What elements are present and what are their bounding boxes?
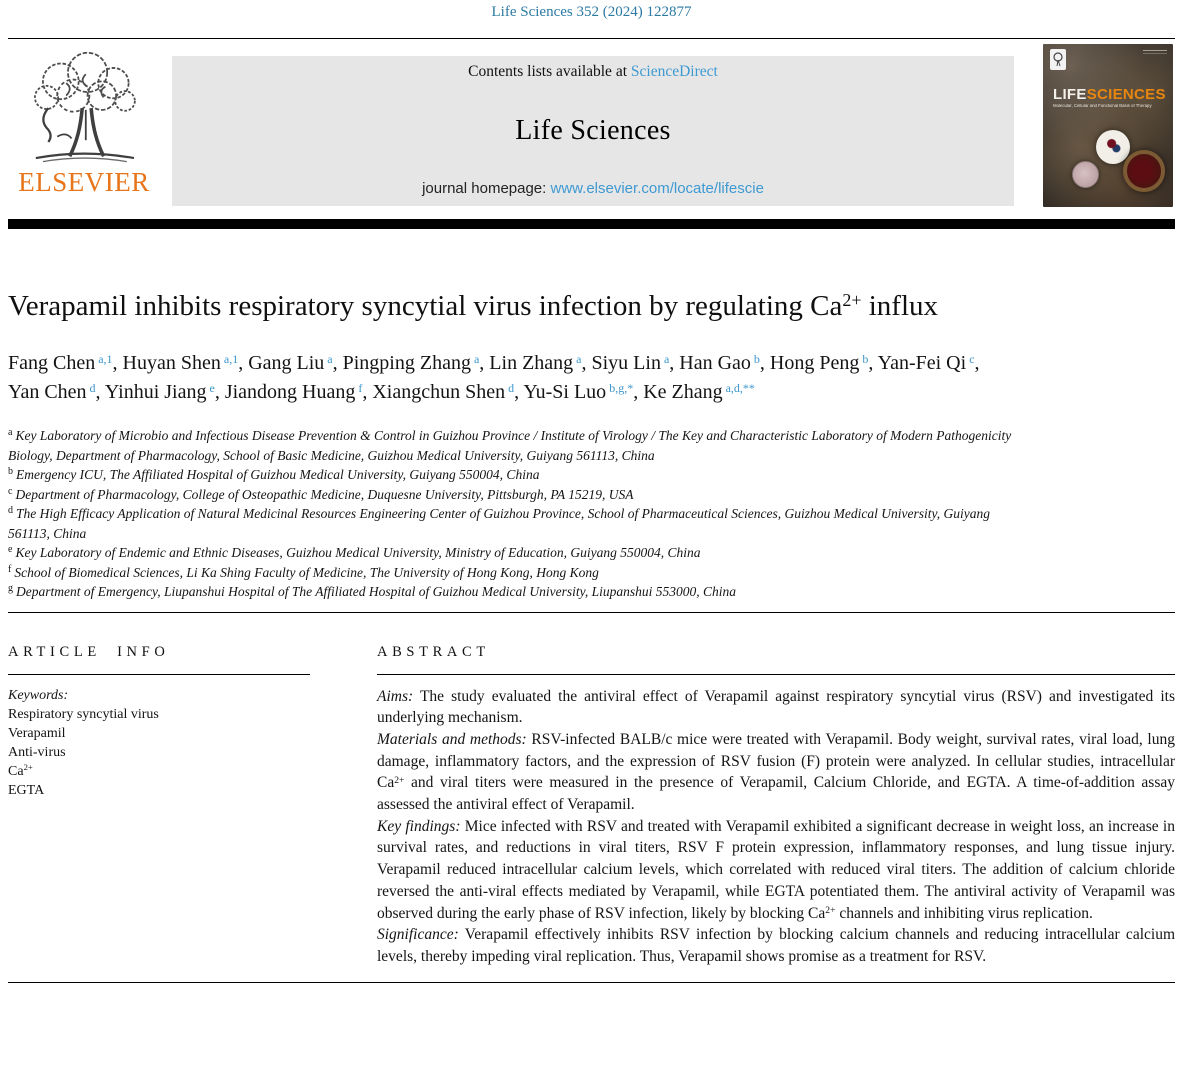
author-list: Fang Chen $^{a,1}$, Huyan Shen $^{a,1}$, Gang Liu $^a$, Pingping Zhang $^a$, Lin Zhang $^a$, Siyu Lin $^a$, Han Gao $^b$, Hong Peng $^b$, Yan-Fei Qi $^c$, Yan Chen $^d$, Yinhui Jiang $^e$, Jiandong Huang $^f$, Xiangchun Shen $^d$, Yu-Si Luo $^{b,g,*}$, Ke Zhang $^{a,d,**}$	[8, 352, 980, 403]
keyword-item	[8, 762, 310, 781]
cover-micrograph-circle-white	[1096, 130, 1130, 164]
author-name: Fang Chen	[8, 352, 96, 374]
paragraph-text: Verapamil effectively inhibits RSV infection by blocking calcium channels and reducing intracellular calcium levels, thereby impeding viral replication. Thus, Verapamil shows promise as a treatment for RSV.	[377, 926, 1175, 965]
affiliation-text: Department of Pharmacology, College of Osteopathic Medicine, Duquesne University, Pittsburgh, PA 15219, USA	[15, 486, 634, 502]
cover-micrograph-circle-pink	[1072, 161, 1099, 188]
cover-subtitle: Molecular, Cellular and Functional Basis of Therapy	[1053, 104, 1152, 109]
journal-banner	[172, 56, 1014, 206]
author-affiliation-marker: d	[508, 381, 515, 395]
keyword-text: Anti-virus	[8, 744, 66, 760]
section-divider-rule	[8, 612, 1175, 613]
cover-title-sciences: SCIENCES	[1086, 86, 1166, 103]
author-name: Lin Zhang	[489, 352, 574, 374]
abstract-section	[377, 644, 1175, 968]
cover-micrograph-circle-red	[1123, 150, 1165, 192]
header-divider-bar	[8, 219, 1175, 229]
article-title-end: influx	[861, 290, 939, 322]
affiliation-marker: a	[8, 427, 13, 438]
keyword-text: Verapamil	[8, 725, 66, 741]
affiliation-text: Department of Emergency, Liupanshui Hospital of The Affiliated Hospital of Guizhou Medical University, Liupanshui 553000, China	[16, 584, 736, 599]
affiliation-marker: f	[8, 563, 12, 575]
affiliation-marker: c	[8, 485, 13, 497]
author-affiliation-marker: e	[209, 381, 215, 395]
keyword-item	[8, 724, 310, 743]
author-name: Ke Zhang	[643, 381, 723, 403]
author-affiliation-marker: a,d,**	[725, 381, 755, 395]
info-abstract-columns	[8, 644, 1175, 968]
homepage-line	[422, 180, 764, 197]
author-name: Hong Peng	[769, 352, 860, 374]
author-affiliation-marker: b,g,*	[609, 381, 634, 395]
elsevier-tree-icon	[21, 51, 147, 167]
affiliation-marker: e	[8, 544, 13, 555]
paragraph-text: The study evaluated the antiviral effect of Verapamil against respiratory syncytial virus (RSV) and investigated its underlying mechanism.	[377, 687, 1175, 727]
paragraph-label: Key findings:	[377, 817, 461, 835]
author-affiliation-marker: a,1	[223, 352, 239, 366]
paragraph-text: channels and inhibiting virus replication.	[835, 904, 1093, 922]
article-title	[8, 285, 963, 327]
affiliation-marker: d	[8, 505, 13, 516]
author-name: Siyu Lin	[591, 352, 661, 374]
keywords-label: Keywords:	[8, 687, 69, 703]
paragraph-text: and viral titers were measured in the presence of Verapamil, Calcium Chloride, and EGTA. A time-of-addition assay assessed the antiviral effect of Verapamil.	[377, 774, 1175, 814]
cover-issn-mark	[1143, 50, 1167, 57]
author-affiliation-marker: a	[473, 352, 480, 366]
keyword-list	[8, 705, 310, 800]
affiliation-item	[8, 465, 1023, 485]
abstract-paragraph	[377, 686, 1175, 729]
keyword-item	[8, 743, 310, 762]
author-affiliation-marker: b	[753, 352, 760, 366]
author-affiliation-marker: b	[862, 352, 869, 366]
author-affiliation-marker: a	[327, 352, 333, 366]
keyword-superscript: 2+	[23, 762, 33, 773]
contents-line	[468, 63, 718, 81]
paragraph-label: Aims:	[377, 687, 414, 705]
elsevier-wordmark: ELSEVIER	[18, 167, 150, 197]
paragraph-superscript: 2+	[825, 904, 836, 916]
affiliation-item	[8, 582, 1023, 602]
cover-title-life: LIFE	[1053, 86, 1087, 103]
keyword-text: Ca	[8, 763, 24, 779]
author-name: Yan-Fei Qi	[877, 352, 967, 374]
article-title-superscript: 2+	[842, 290, 862, 311]
masthead	[8, 47, 1175, 209]
journal-citation[interactable]: Life Sciences 352 (2024) 122877	[491, 4, 692, 20]
author-name: Yu-Si Luo	[523, 381, 607, 403]
affiliation-text: Key Laboratory of Endemic and Ethnic Diseases, Guizhou Medical University, Ministry of Education, Guiyang 550004, China	[15, 545, 701, 560]
affiliation-item	[8, 426, 1023, 465]
author-affiliation-marker: a,1	[98, 352, 113, 366]
author-name: Yan Chen	[8, 381, 87, 403]
article-title-text: Verapamil inhibits respiratory syncytial virus infection by regulating Ca	[8, 290, 843, 322]
author-affiliation-marker: d	[89, 381, 96, 395]
cover-elsevier-mark-icon	[1050, 49, 1066, 70]
affiliation-text: The High Efficacy Application of Natural Medicinal Resources Engineering Center of Guizhou Province, School of Pharmaceutical Sciences, Guizhou Medical University, Guiyang 561113, China	[8, 506, 990, 541]
author-name: Gang Liu	[248, 352, 325, 374]
bottom-rule	[8, 982, 1175, 983]
affiliation-item	[8, 563, 1023, 583]
paragraph-superscript: 2+	[394, 774, 405, 786]
article-info-section	[8, 644, 310, 968]
cover-title	[1053, 86, 1166, 103]
sciencedirect-link[interactable]: ScienceDirect	[630, 63, 718, 80]
abstract-rule	[377, 674, 1175, 675]
abstract-paragraph	[377, 729, 1175, 816]
journal-title: Life Sciences	[515, 114, 671, 146]
author-affiliation-marker: a	[663, 352, 670, 366]
affiliation-text: Emergency ICU, The Affiliated Hospital of Guizhou Medical University, Guiyang 550004, China	[16, 467, 540, 482]
author-affiliation-marker: a	[576, 352, 582, 366]
journal-cover[interactable]	[1043, 44, 1173, 207]
affiliation-item	[8, 485, 1023, 505]
keyword-item	[8, 781, 310, 800]
author-name: Yinhui Jiang	[104, 381, 207, 403]
article-info-rule	[8, 674, 310, 675]
paragraph-label: Materials and methods:	[377, 730, 527, 748]
affiliation-marker: b	[8, 466, 13, 477]
author-name: Xiangchun Shen	[372, 381, 506, 403]
author-affiliation-marker: f	[358, 381, 363, 395]
author-affiliation-marker: c	[969, 352, 975, 366]
abstract-text	[377, 686, 1175, 968]
journal-homepage-link[interactable]: www.elsevier.com/locate/lifescie	[550, 180, 764, 197]
keyword-item	[8, 705, 310, 724]
abstract-paragraph	[377, 816, 1175, 925]
paragraph-text: Mice infected with RSV and treated with Verapamil exhibited a significant decrease in weight loss, an increase in survival rates, and reductions in viral titers, RSV F protein expression, inflammatory responses, and lung tissue injury. Verapamil reduced intracellular calcium levels, which correlated with reduced viral titers. The addition of calcium chloride reversed the anti-viral effects mediated by Verapamil, while EGTA potentiated them. The antiviral activity of Verapamil was observed during the early phase of RSV infection, likely by blocking Ca	[377, 817, 1175, 922]
affiliation-text: School of Biomedical Sciences, Li Ka Shing Faculty of Medicine, The University of Hong Kong, Hong Kong	[14, 564, 599, 580]
homepage-prefix: journal homepage:	[422, 180, 551, 197]
author-name: Pingping Zhang	[342, 352, 471, 374]
author-name: Huyan Shen	[122, 352, 221, 374]
abstract-heading: ABSTRACT	[377, 643, 490, 660]
article-info-heading: ARTICLE INFO	[8, 643, 170, 660]
keyword-text: Respiratory syncytial virus	[8, 706, 159, 722]
affiliation-item	[8, 543, 1023, 563]
keyword-text: EGTA	[8, 782, 45, 798]
author-name: Jiandong Huang	[224, 381, 356, 403]
contents-prefix: Contents lists available at	[468, 63, 631, 80]
top-rule	[8, 38, 1175, 39]
affiliation-text: Key Laboratory of Microbio and Infectious Disease Prevention & Control in Guizhou Province / Institute of Virology / The Key and Characteristic Laboratory of Modern Pathogenicity Biology, Department of Pharmacology, School of Basic Medicine, Guizhou Medical University, Guiyang 561113, China	[8, 428, 1012, 463]
author-name: Han Gao	[679, 352, 751, 374]
paragraph-label: Significance:	[377, 926, 459, 944]
paragraph-text: RSV-infected BALB/c mice were treated with Verapamil. Body weight, survival rates, viral load, lung damage, inflammatory factors, and the expression of RSV fusion (F) protein were analyzed. In cellular studies, intracellular Ca	[377, 730, 1175, 792]
affiliation-marker: g	[8, 583, 13, 594]
affiliation-list	[8, 426, 1023, 602]
abstract-paragraph	[377, 924, 1175, 967]
affiliation-item	[8, 504, 1023, 543]
elsevier-logo[interactable]	[8, 47, 160, 209]
